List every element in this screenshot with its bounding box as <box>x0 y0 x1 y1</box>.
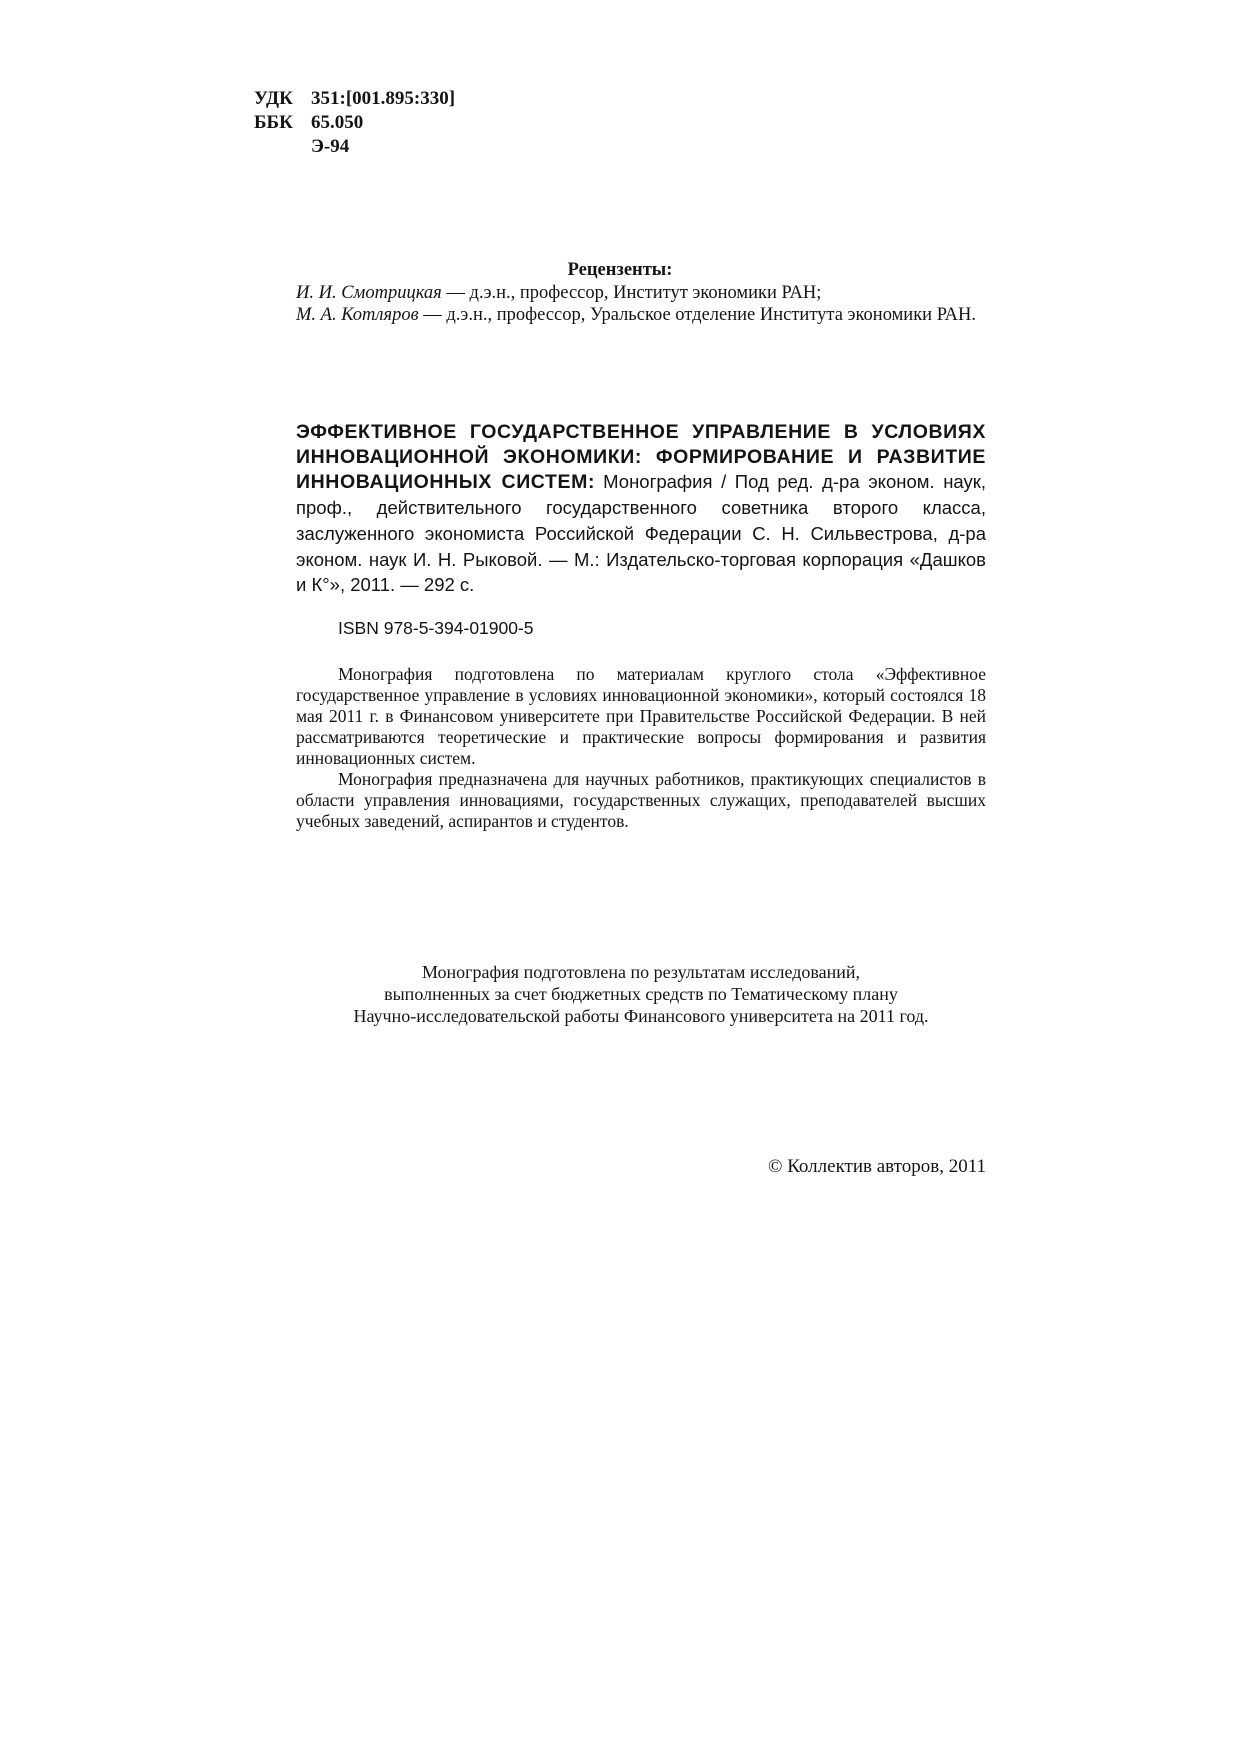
udk-value: 351:[001.895:330] <box>311 88 456 109</box>
reviewer-name: М. А. Котляров <box>296 305 419 325</box>
reviewer-details: — д.э.н., профессор, Институт экономики РАН; <box>441 282 822 303</box>
funding-note-line: выполненных за счет бюджетных средств по Тематическому плану <box>384 984 898 1004</box>
book-description: Монография / Под ред. д-ра эконом. наук, проф., действительного государственного советника второго класса, заслуженного экономиста Российской Федерации С. Н. Сильвестрова, д-ра эконом. наук И. Н. Рыковой. — М.: Издательско-торговая корпорация «Дашков и К°», 2011. — 292 с. <box>296 471 986 596</box>
reviewer-details: — д.э.н., профессор, Уральское отделение Института экономики РАН. <box>418 305 976 325</box>
isbn: ISBN 978-5-394-01900-5 <box>338 618 534 638</box>
bibliographic-entry <box>296 421 986 599</box>
book-title: ЭФФЕКТИВНОЕ ГОСУДАРСТВЕННОЕ УПРАВЛЕНИЕ В УСЛОВИЯХ ИННОВАЦИОННОЙ ЭКОНОМИКИ: ФОРМИРОВАНИЕ И РАЗВИТИЕ ИННОВАЦИОННЫХ СИСТЕМ: <box>296 421 986 494</box>
funding-note-line: Монография подготовлена по результатам исследований, <box>421 962 861 982</box>
funding-note-line: Научно-исследовательской работы Финансового университета на 2011 год. <box>353 1006 929 1026</box>
annotation-paragraph: Монография предназначена для научных работников, практикующих специалистов в области управления инновациями, государственных служащих, преподавателей высших учебных заведений, аспирантов и студентов. <box>296 769 986 831</box>
reviewer-item <box>254 282 986 305</box>
classification-block <box>254 87 455 159</box>
bbk-value: 65.050 <box>311 112 364 133</box>
copyright: © Коллектив авторов, 2011 <box>768 1156 986 1177</box>
reviewers-heading: Рецензенты: <box>567 260 673 280</box>
annotation-paragraph: Монография подготовлена по материалам круглого стола «Эффективное государственное управление в условиях инновационной экономики», который состоялся 18 мая 2011 г. в Финансовом университете при Правительстве Российской Федерации. В ней рассматриваются теоретические и практические вопросы формирования и развития инновационных систем. <box>296 664 986 768</box>
udk-label: УДК <box>254 88 293 109</box>
reviewer-name: И. И. Смотрицкая <box>296 282 442 303</box>
funding-note <box>296 961 986 1027</box>
annotation-block <box>296 664 986 832</box>
bbk-label: ББК <box>254 112 293 133</box>
reviewers-block <box>254 259 986 327</box>
bbk-row <box>254 111 455 135</box>
udk-row <box>254 87 455 111</box>
reviewer-item <box>254 304 986 327</box>
author-mark: Э-94 <box>311 136 350 157</box>
